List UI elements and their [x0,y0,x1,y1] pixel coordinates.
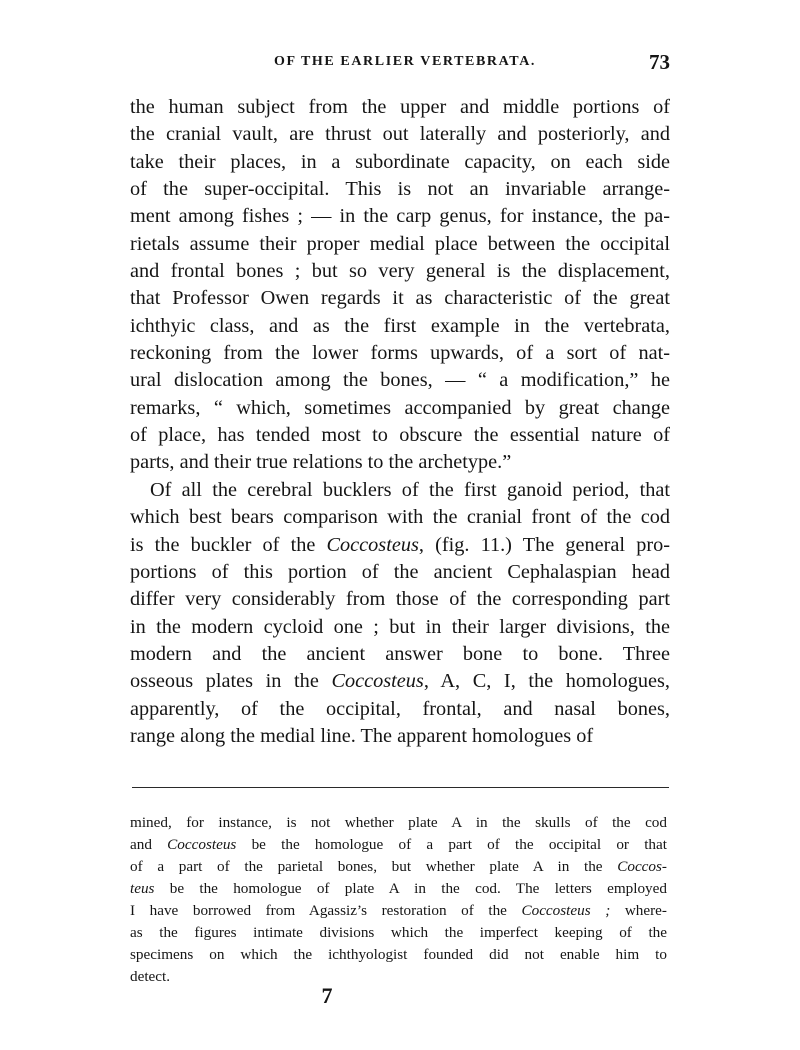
signature-mark: 7 [321,983,333,1008]
body-line: which best bears comparison with the cranial front of the cod [130,506,670,529]
body-line: is the buckler of the Coccosteus, (fig. 11.) The general pro- [130,533,670,556]
footnote-rule [132,787,669,788]
footnote-line: detect. [130,968,171,985]
body-line: remarks, “ which, sometimes accompanied by great change [130,396,670,419]
italic-text: Coccosteus [167,836,237,853]
body-line: that Professor Owen regards it as characteristic of the great [130,287,670,310]
body-line: ichthyic class, and as the first example in the vertebrata, [130,314,670,337]
footnote-line: as the figures intimate divisions which the imperfect keeping of the [130,924,667,941]
body-line: the cranial vault, are thrust out laterally and posteriorly, and [130,123,670,146]
footnote-line: of a part of the parietal bones, but whether plate A in the Coccos- [130,858,667,875]
italic-text: Coccosteus [326,533,419,556]
running-title: OF THE EARLIER VERTEBRATA. [273,54,537,69]
footnote-line: teus be the homologue of plate A in the cod. The letters employed [130,880,667,897]
body-line: parts, and their true relations to the archetype.” [130,451,512,474]
footnote-line: mined, for instance, is not whether plate A in the skulls of the cod [130,814,667,831]
body-line: ural dislocation among the bones, — “ a modification,” he [130,369,670,392]
body-line: of the super-occipital. This is not an invariable arrange- [130,178,670,201]
italic-text: teus [130,880,155,897]
footnote [130,812,667,988]
running-head [130,50,670,74]
paragraph-first-line: Of all the cerebral bucklers of the first ganoid period, that [150,478,670,501]
body-line: the human subject from the upper and middle portions of [130,96,670,118]
footnote-line: I have borrowed from Agassiz’s restoration of the Coccosteus ; where- [130,902,667,919]
italic-text: Coccosteus [331,670,424,693]
body-text [130,94,670,750]
body-line: rietals assume their proper medial place between the occipital [130,232,670,255]
body-line: take their places, in a subordinate capacity, on each side [130,150,670,173]
footnote-line: specimens on which the ichthyologist founded did not enable him to [130,946,667,963]
body-line: in the modern cycloid one ; but in their larger divisions, the [130,615,670,638]
body-line: and frontal bones ; but so very general is the displacement, [130,260,670,283]
body-line: range along the medial line. The apparent homologues of [130,724,594,747]
body-line: osseous plates in the Coccosteus, A, C, I, the homologues, [130,670,670,693]
body-line: modern and the ancient answer bone to bone. Three [130,642,670,665]
body-line: ment among fishes ; — in the carp genus, for instance, the pa- [130,205,670,228]
body-line: of place, has tended most to obscure the essential nature of [130,424,670,447]
footnote-line: and Coccosteus be the homologue of a part of the occipital or that [130,836,667,853]
italic-text: Coccos- [617,858,667,875]
body-line: apparently, of the occipital, frontal, and nasal bones, [130,697,670,720]
italic-text: Coccosteus ; [521,902,611,919]
body-line: portions of this portion of the ancient Cephalaspian head [130,560,670,583]
page-number: 73 [649,50,670,74]
body-line: differ very considerably from those of the corresponding part [130,588,670,611]
body-line: reckoning from the lower forms upwards, of a sort of nat- [130,342,670,365]
